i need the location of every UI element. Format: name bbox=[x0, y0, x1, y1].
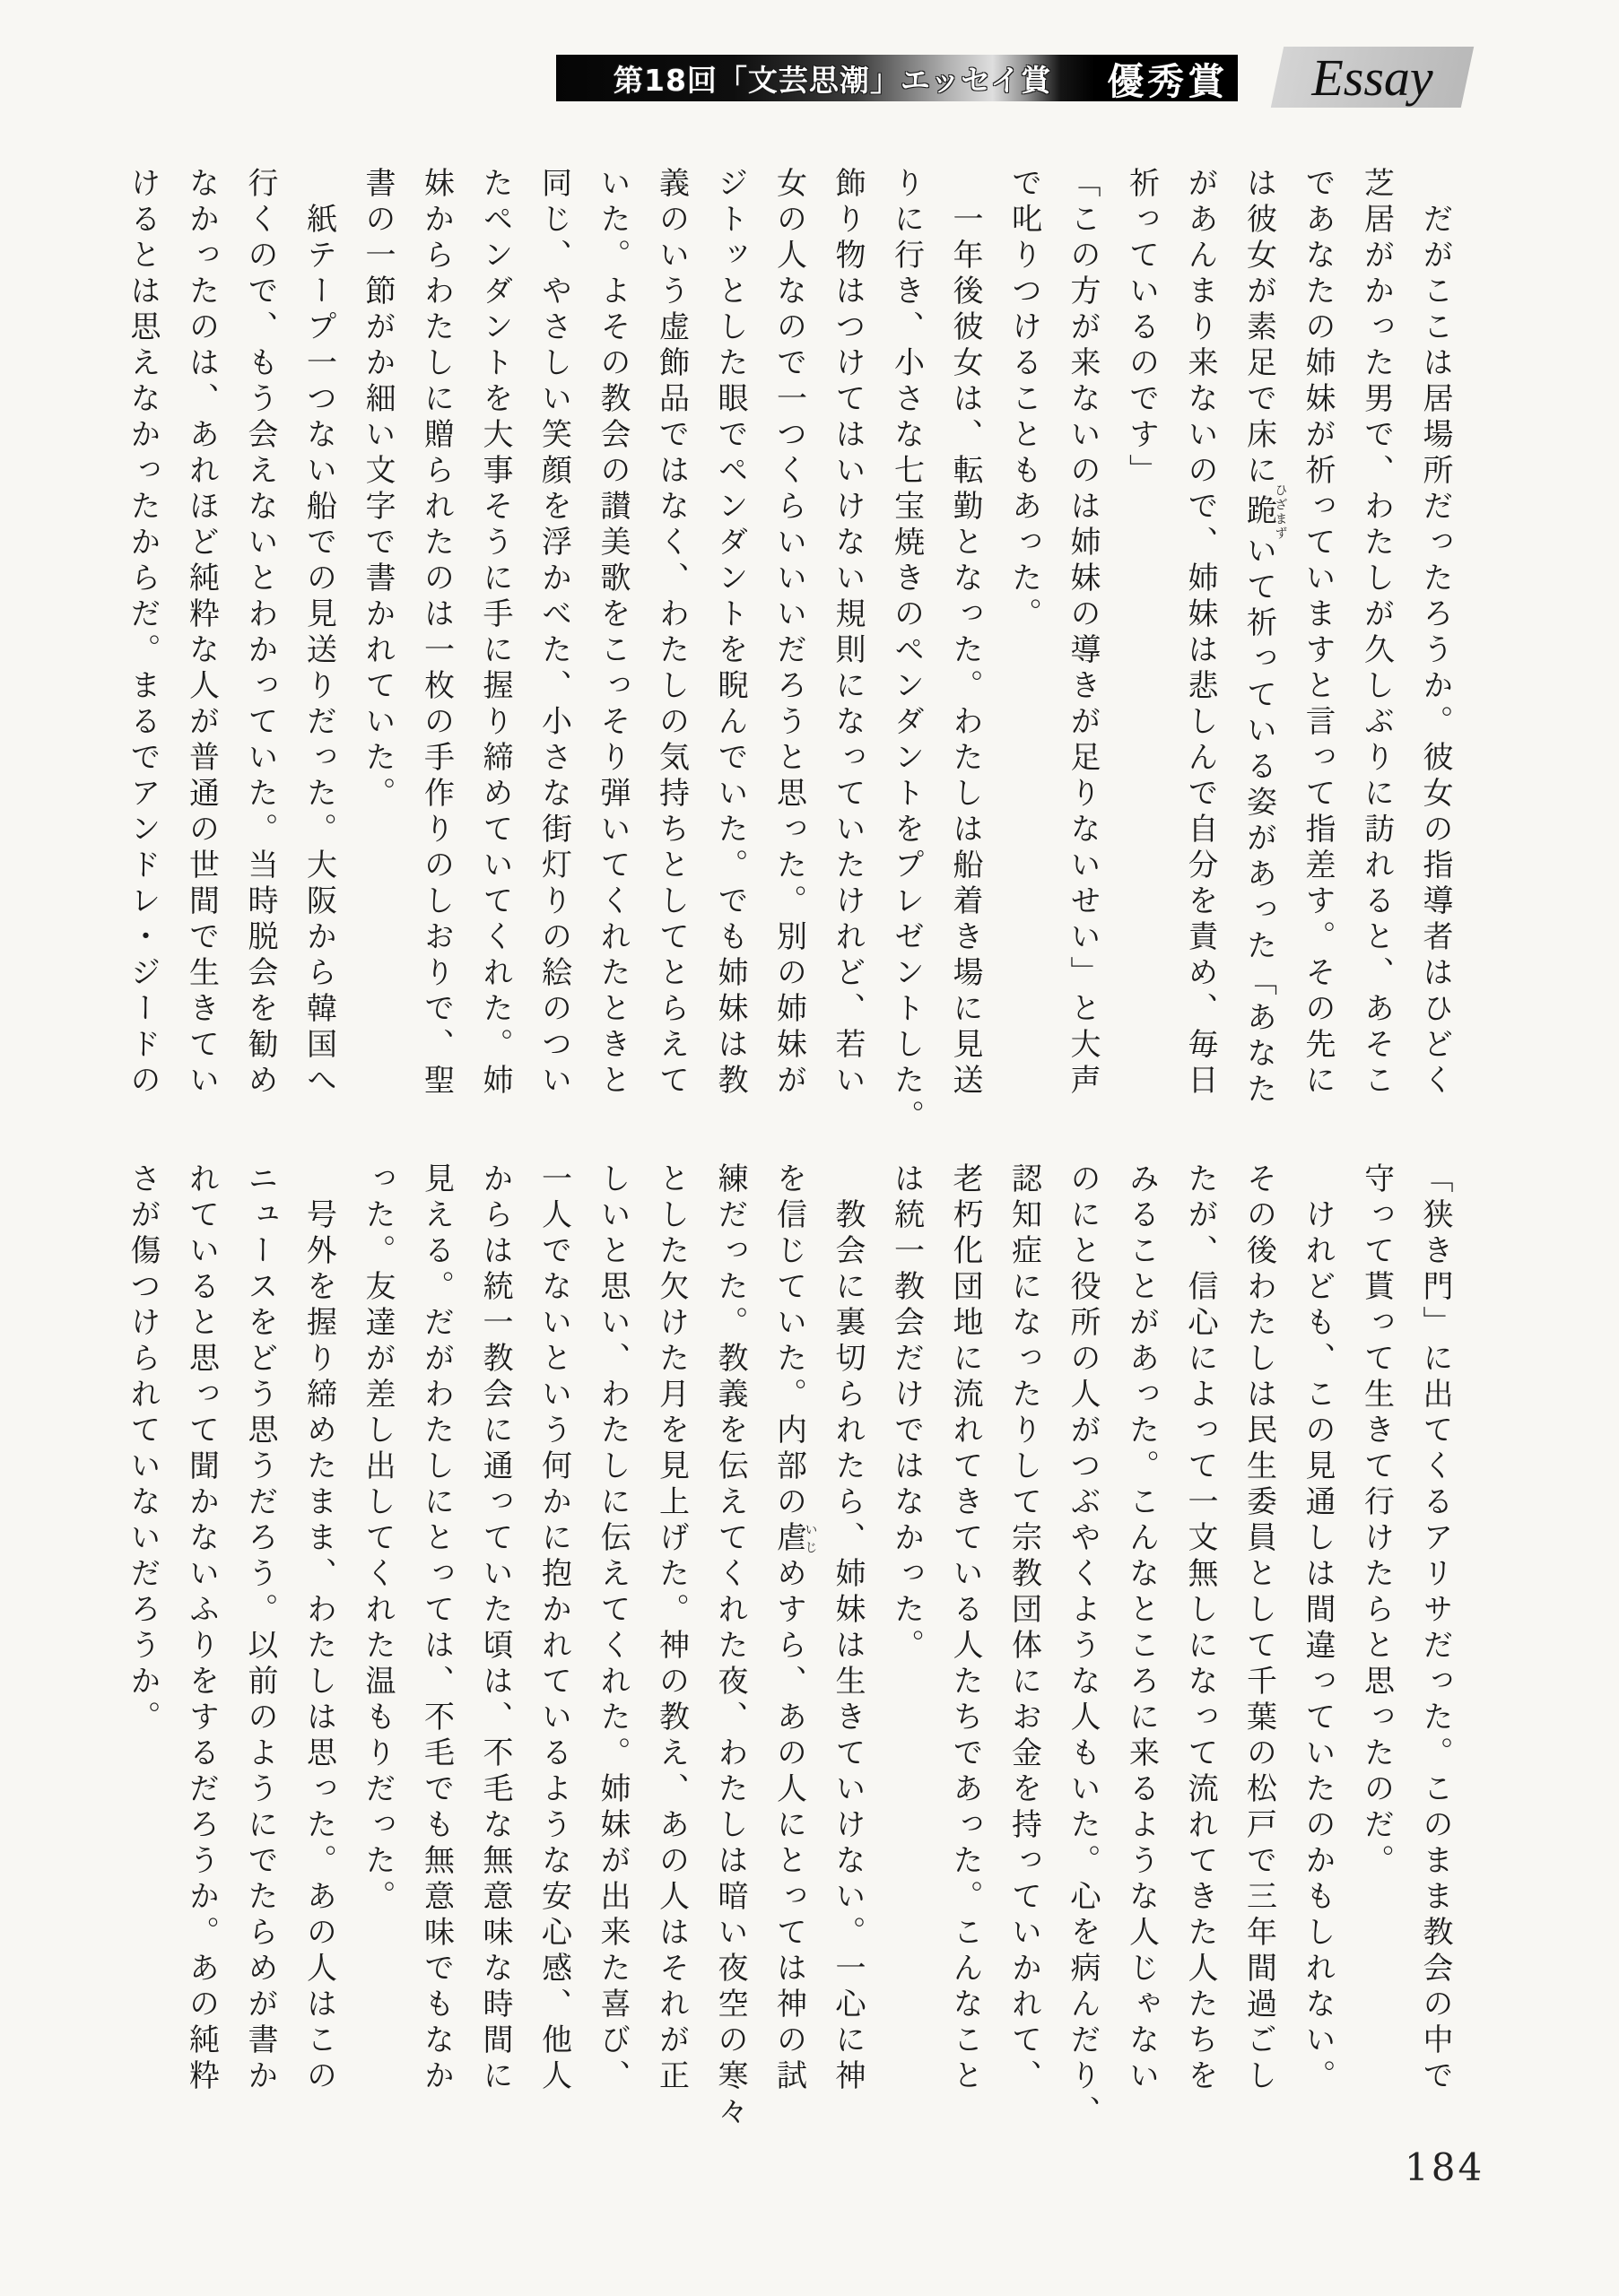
text-column: りに行き、小さな七宝焼きのペンダントをプレゼントした。 bbox=[888, 167, 925, 1135]
text-column: みることがあった。こんなところに来るような人じゃない bbox=[1123, 1162, 1160, 2095]
text-column: 行くので、もう会えないとわかっていた。当時脱会を勧め bbox=[242, 167, 278, 1100]
text-column: たが、信心によって一文無しになって流れてきた人たちを bbox=[1182, 1162, 1218, 2095]
text-column: は統一教会だけではなかった。 bbox=[888, 1162, 925, 1665]
text-column: ジトッとした眼でペンダントを睨んでいた。でも姉妹は教 bbox=[712, 167, 748, 1100]
text-column: 教会に裏切られたら、姉妹は生きていけない。一心に神 bbox=[830, 1162, 866, 2095]
text-column: たペンダントを大事そうに手に握り締めていてくれた。姉 bbox=[477, 167, 513, 1100]
text-column: ニュースをどう思うだろう。以前のようにでたらめが書か bbox=[242, 1162, 278, 2095]
text-column: 練だった。教義を伝えてくれた夜、わたしは暗い夜空の寒々 bbox=[712, 1162, 748, 2131]
essay-lower-block bbox=[111, 1162, 1464, 2151]
banner-title: 第18回「文芸思潮」エッセイ賞 bbox=[614, 62, 1052, 98]
text-column: 紙テープ一つない船での見送りだった。大阪から韓国へ bbox=[300, 167, 337, 1100]
text-column: 祈っているのです」 bbox=[1123, 167, 1160, 490]
text-column: 一年後彼女は、転勤となった。わたしは船着き場に見送 bbox=[947, 167, 983, 1100]
text-column: 一人でないという何かに抱かれているような安心感、他人 bbox=[535, 1162, 572, 2095]
text-column: を信じていた。内部の虐いじめすら、あの人にとっては神の試 bbox=[770, 1162, 818, 2095]
text-column: 老朽化団地に流れてきている人たちであった。こんなこと bbox=[947, 1162, 983, 2095]
text-column: 認知症になったりして宗教団体にお金を持っていかれて、 bbox=[1005, 1162, 1042, 2095]
text-column: は彼女が素足で床に跪ひざまずいて祈っている姿があった「あなた bbox=[1240, 167, 1288, 1109]
text-column: であなたの姉妹が祈っていますと言って指差す。その先に bbox=[1300, 167, 1336, 1100]
text-column: いた。よその教会の讃美歌をこっそり弾いてくれたときと bbox=[595, 167, 631, 1100]
text-column: だがここは居場所だったろうか。彼女の指導者はひどく bbox=[1417, 167, 1453, 1100]
text-column: 飾り物はつけてはいけない規則になっていたけれど、若い bbox=[830, 167, 866, 1100]
text-column: 書の一節がか細い文字で書かれていた。 bbox=[360, 167, 396, 813]
text-column: 妹からわたしに贈られたのは一枚の手作りのしおりで、聖 bbox=[418, 167, 455, 1100]
text-column: 「この方が来ないのは姉妹の導きが足りないせい」と大声 bbox=[1065, 167, 1101, 1100]
text-column: 見える。だがわたしにとっては、不毛でも無意味でもなか bbox=[418, 1162, 455, 2095]
text-column: けれども、この見通しは間違っていたのかもしれない。 bbox=[1300, 1162, 1336, 2095]
text-column: その後わたしは民生委員として千葉の松戸で三年間過ごし bbox=[1240, 1162, 1277, 2095]
text-column: 「狭き門」に出てくるアリサだった。このまま教会の中で bbox=[1417, 1162, 1453, 2095]
text-column: とした欠けた月を見上げた。神の教え、あの人はそれが正 bbox=[653, 1162, 690, 2095]
award-banner bbox=[556, 55, 1238, 101]
text-column: 義のいう虚飾品ではなく、わたしの気持ちとしてとらえて bbox=[653, 167, 690, 1100]
page-number: 184 bbox=[1405, 2145, 1485, 2189]
essay-tag bbox=[1277, 47, 1467, 108]
text-column: けるとは思えなかったからだ。まるでアンドレ・ジードの bbox=[125, 167, 161, 1100]
text-column: 同じ、やさしい笑顔を浮かべた、小さな街灯りの絵のつい bbox=[535, 167, 572, 1100]
text-column: のにと役所の人がつぶやくような人もいた。心を病んだり、 bbox=[1065, 1162, 1101, 2131]
text-column: 守って貰って生きて行けたらと思ったのだ。 bbox=[1358, 1162, 1395, 1880]
text-column: れていると思って聞かないふりをするだろうか。あの純粋 bbox=[183, 1162, 220, 2095]
ruby-annotated-kanji: 跪ひざまず bbox=[1240, 483, 1288, 541]
text-column: 女の人なので一つくらいいいだろうと思った。別の姉妹が bbox=[770, 167, 807, 1100]
text-column: 芝居がかった男で、わたしが久しぶりに訪れると、あそこ bbox=[1358, 167, 1395, 1100]
text-column: で叱りつけることもあった。 bbox=[1005, 167, 1042, 633]
essay-upper-block bbox=[111, 167, 1464, 1155]
ruby-annotated-kanji: 虐いじ bbox=[770, 1521, 818, 1557]
text-column: なかったのは、あれほど純粋な人が普通の世間で生きてい bbox=[183, 167, 220, 1100]
essay-label: Essay bbox=[1311, 48, 1433, 107]
banner-award: 優秀賞 bbox=[1107, 59, 1229, 103]
text-column: があんまり来ないので、姉妹は悲しんで自分を責め、毎日 bbox=[1182, 167, 1218, 1100]
text-column: 号外を握り締めたまま、わたしは思った。あの人はこの bbox=[300, 1162, 337, 2095]
text-column: からは統一教会に通っていた頃は、不毛な無意味な時間に bbox=[477, 1162, 513, 2095]
text-column: さが傷つけられていないだろうか。 bbox=[125, 1162, 161, 1736]
text-column: った。友達が差し出してくれた温もりだった。 bbox=[360, 1162, 396, 1916]
text-column: しいと思い、わたしに伝えてくれた。姉妹が出来た喜び、 bbox=[595, 1162, 631, 2095]
